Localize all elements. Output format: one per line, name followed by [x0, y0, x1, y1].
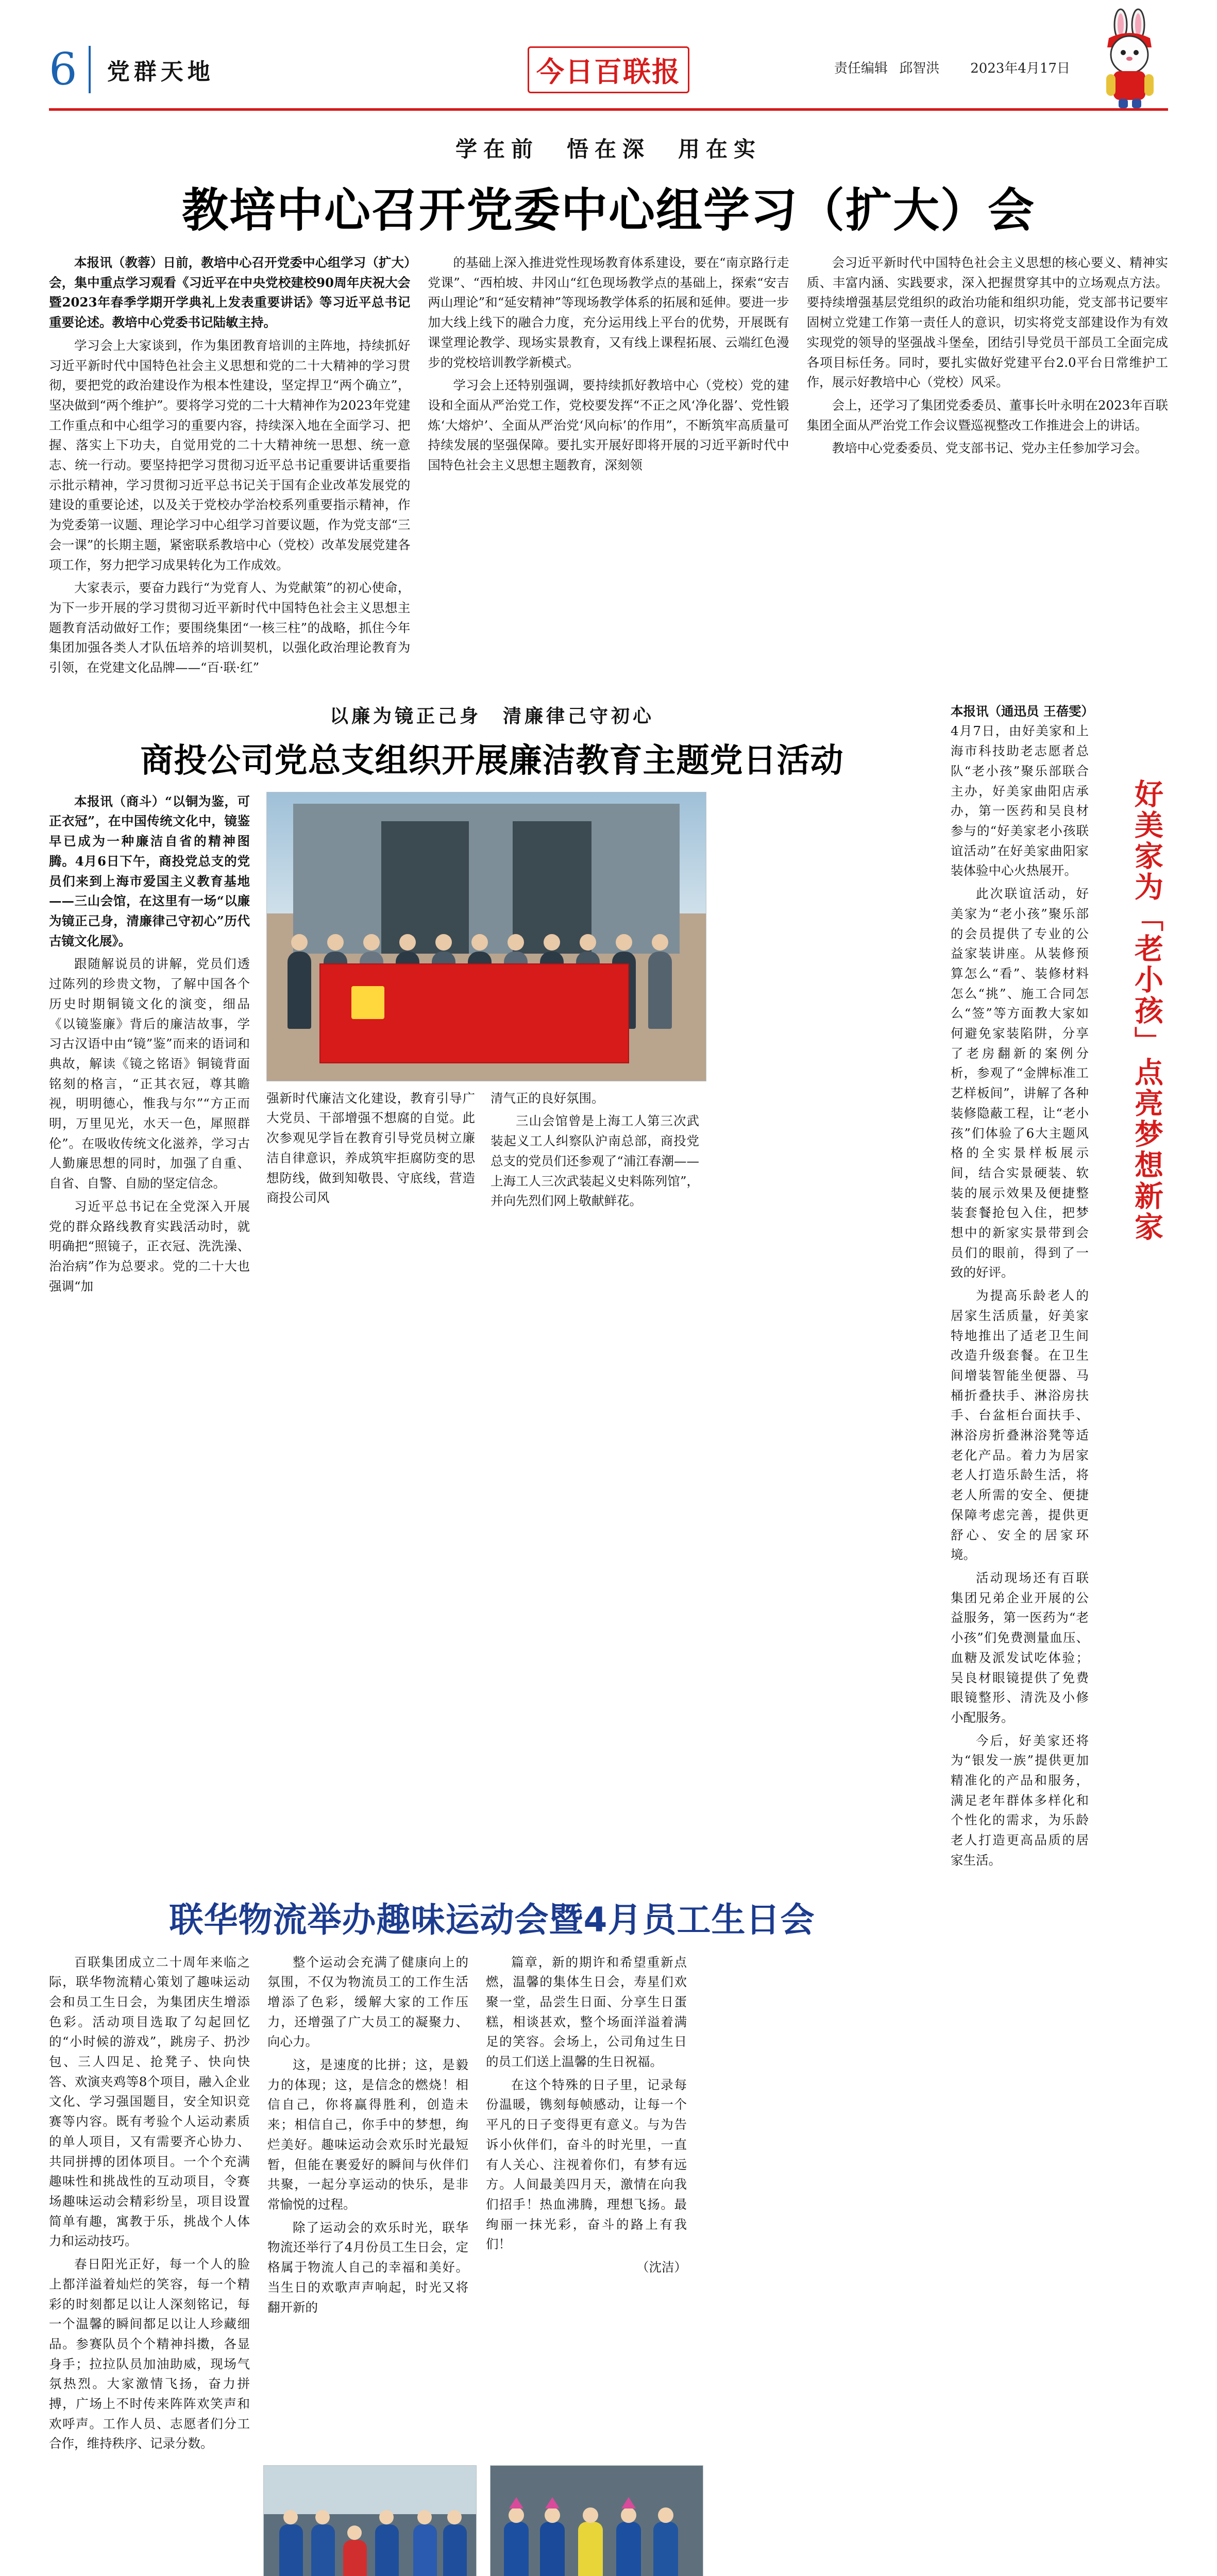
masthead-meta — [834, 58, 1070, 77]
section-name: 党群天地 — [107, 59, 214, 85]
article-3-column-3 — [486, 1953, 687, 2458]
paragraph: 教培中心党委委员、党支部书记、党办主任参加学习会。 — [832, 440, 1148, 456]
rabbit-mascot-icon — [1091, 7, 1168, 110]
article-2-column-1 — [49, 792, 250, 1300]
editor-name: 邱智洪 — [899, 61, 940, 76]
birthday-party-photo — [490, 2465, 703, 2576]
paragraph: 春日阳光正好，每一个人的脸上都洋溢着灿烂的笑容，每一个精彩的时刻都足以让人深刻铭记，每一个温馨的瞬间都足以让人珍藏细品。参赛队员个个精神抖擞，各显身手；拉拉队员加油助威，现场气氛热烈。大家激情飞扬，奋力拼搏，广场上不时传来阵阵欢笑声和欢呼声。工作人员、志愿者们分工合作，维持秩序、记录分数。 — [49, 2257, 250, 2451]
article-2-column-3 — [491, 1089, 699, 1214]
article-2 — [49, 702, 935, 1874]
paper-title: 今日百联报 — [528, 46, 689, 93]
paragraph: 此次联谊活动，好美家为“老小孩”聚乐部的会员提供了专业的公益家装讲座。从装修预算怎么“看”、装修材料怎么“挑”、施工合同怎么“签”等方面教大家如何避免家装陷阱，分享了老房翻新的案例分析，参观了“金牌标准工艺样板间”，讲解了各种装修隐蔽工程，让“老小孩”们体验了6大主题风格的全实景样板展示间，结合实景硬装、软装的展示效果及便捷整装套餐抢包入住，把梦想中的新家实景带到会员们的眼前，得到了一致的好评。 — [951, 886, 1089, 1280]
masthead — [49, 31, 1168, 111]
paragraph: 跟随解说员的讲解，党员们透过陈列的珍贵文物，了解中国各个历史时期铜镜文化的演变，细品《以镜鉴廉》背后的廉洁故事，学习古汉语中由“镜”鉴”而来的语词和典故，解读《镜之铭语》铜镜背面铭刻的格言，“正其衣冠，尊其瞻视，明明德心，惟我与尔”“方正而明，万里见光，水天一色，犀照群伦”。在吸收传统文化滋养，学习古人勤廉思想的同时，加强了自重、自省、自警、自励的坚定信念。 — [49, 956, 250, 1191]
group-photo-party-flag — [266, 792, 706, 1081]
paragraph: 除了运动会的欢乐时光，联华物流还举行了4月份员工生日会，定格属于物流人自己的幸福和美好。当生日的欢歌声声响起，时光又将翻开新的 — [267, 2219, 468, 2315]
article-1-columns — [49, 253, 1168, 681]
article-2-body — [49, 792, 935, 1300]
article-4 — [951, 702, 1167, 1874]
issue-date: 2023年4月17日 — [970, 61, 1070, 76]
article-2-right-block — [266, 792, 935, 1300]
paragraph: 习近平总书记在全党深入开展党的群众路线教育实践活动时，就明确把“照镜子，正衣冠、洗洗澡、治治病”作为总要求。党的二十大也强调“加 — [49, 1198, 250, 1294]
paragraph: 清气正的良好氛围。 — [491, 1090, 604, 1106]
paragraph: 会上，还学习了集团党委委员、董事长叶永明在2023年百联集团全面从严治党工作会议暨巡视整改工作推进会上的讲话。 — [806, 397, 1168, 433]
paragraph: 强新时代廉洁文化建设，教育引导广大党员、干部增强不想腐的自觉。此次参观见学旨在教育引导党员树立廉洁自律意识，养成筑牢拒腐防变的思想防线，做到知敬畏、守底线，营造商投公司风 — [266, 1090, 475, 1206]
article-3-column-2 — [267, 1953, 468, 2458]
paragraph: 三山会馆曾是上海工人第三次武装起义工人纠察队沪南总部，商投党总支的党员们还参观了“浦江春潮——上海工人三次武装起义史料陈列馆”，并向先烈们网上敬献鲜花。 — [491, 1113, 699, 1209]
paragraph: 活动现场还有百联集团兄弟企业开展的公益服务，第一医药为“老小孩”们免费测量血压、血糖及派发试吃体验；吴良材眼镜提供了免费眼镜整形、清洗及小修小配服务。 — [951, 1570, 1089, 1725]
paragraph: 大家表示，要奋力践行“为党育人、为党献策”的初心使命，为下一步开展的学习贯彻习近平新时代中国特色社会主义思想主题教育活动做好工作；要围绕集团“一核三柱”的战略，抓住今年集团加强各类人才队伍培养的培训契机，以强化政治理论教育为引领，在党建文化品牌——“百·联·红” — [49, 580, 411, 675]
paragraph: 百联集团成立二十周年来临之际，联华物流精心策划了趣味运动会和员工生日会，为集团庆生增添色彩。活动项目选取了勾起回忆的“小时候的游戏”，跳房子、扔沙包、三人四足、抢凳子、快向快答、欢演夹鸡等8个项目，融入企业文化、学习强国题目，安全知识竞赛等内容。既有考验个人运动素质的单人项目，又有需要齐心协力、共同拼搏的团体项目。一个个充满趣味性和挑战性的互动项目，令赛场趣味运动会精彩纷呈，项目设置简单有趣，寓教于乐，挑战个人体力和运动技巧。 — [49, 1954, 250, 2249]
editor-label: 责任编辑 — [834, 61, 888, 76]
article-2-shoulder: 以廉为镜正己身 清廉律己守初心 — [329, 705, 654, 727]
article-2-column-2 — [266, 1089, 475, 1214]
article-4-text — [951, 702, 1094, 1871]
paragraph: 会习近平新时代中国特色社会主义思想的核心要义、精神实质、丰富内涵、实践要求，深入把握贯穿其中的立场观点方法。要持续增强基层党组织的政治功能和组织功能，党支部书记要牢固树立党建工作第一责任人的意识，切实将党支部建设作为有效实现党的领导的坚强战斗堡垒，团结引导党员干部员工全面完成各项目标任务。同时，要扎实做好党建平台2.0平台日常维护工作，展示好教培中心（党校）风采。 — [806, 255, 1168, 390]
article-3-headline: 联华物流举办趣味运动会暨4月员工生日会 — [169, 1900, 815, 1940]
paragraph: 4月7日，由好美家和上海市科技助老志愿者总队“老小孩”聚乐部联合主办，好美家曲阳店承办，第一医药和吴良材参与的“好美家老小孩联谊活动”在好美家曲阳家装体验中心火热展开。 — [951, 723, 1089, 878]
article-3-photos — [49, 2465, 1168, 2576]
article-3-columns — [49, 1953, 935, 2458]
article-3 — [49, 1892, 1168, 2576]
paragraph: 学习会上还特别强调，要持续抓好教培中心（党校）党的建设和全面从严治党工作，党校要发挥“不正之风‘净化器’、党性锻炼‘大熔炉’、全面从严治党‘风向标’的作用”，不断筑牢高质量可持续发展的坚强保障。要扎实开展好即将开展的习近平新时代中国特色社会主义思想主题教育，深刻领 — [428, 378, 789, 473]
article-3-signature: （沈洁） — [636, 2260, 687, 2275]
paragraph: 为提高乐龄老人的居家生活质量，好美家特地推出了适老卫生间改造升级套餐。在卫生间增装智能坐便器、马桶折叠扶手、淋浴房扶手、台盆柜台面扶手、淋浴房折叠淋浴凳等适老化产品。着力为居家老人打造乐龄生活，将老人所需的安全、便捷保障考虑完善，提供更舒心、安全的居家环境。 — [951, 1288, 1089, 1563]
paragraph: 今后，好美家还将为“银发一族”提供更加精准化的产品和服务，满足老年群体多样化和个性化的需求，为乐龄老人打造更高品质的居家生活。 — [951, 1733, 1089, 1868]
article-1-column-3 — [807, 253, 1168, 681]
tug-of-war-photo — [263, 2465, 477, 2576]
article-2-caption-columns — [266, 1089, 935, 1214]
editor-info — [834, 58, 939, 77]
article-4-headline: 好美家为「老小孩」点亮梦想新家 — [1130, 778, 1163, 1243]
paragraph: 本报讯（教蓉）日前，教培中心召开党委中心组学习（扩大）会，集中重点学习观看《习近平在中央党校建校90周年庆祝大会暨2023年春季学期开学典礼上发表重要讲话》等习近平总书记重要论述。教培中心党委书记陆敏主持。 — [49, 255, 411, 330]
article-1-column-2 — [428, 253, 789, 681]
paragraph: 本报讯（商斗）“以铜为鉴，可正衣冠”，在中国传统文化中，镜鉴早已成为一种廉洁自省的精神图腾。4月6日下午，商投党总支的党员们来到上海市爱国主义教育基地——三山会馆，在这里有一场“以廉为镜正己身，清廉律己守初心”历代古镜文化展》。 — [49, 793, 250, 948]
paragraph: 的基础上深入推进党性现场教育体系建设，要在“南京路行走党课”、“西柏坡、井冈山“红色现场教学点的基础上，探索“安吉两山理论”和“延安精神”等现场教学体系的拓展和延伸。要进一步加大线上线下的融合力度，充分运用线上平台的优势，开展既有课堂理论教学、现场实景教育，又有线上课程拓展、云端红色漫步的党校培训教学新模式。 — [428, 255, 789, 370]
article-3-column-1 — [49, 1953, 250, 2458]
article-1-shoulder: 学在前 悟在深 用在实 — [455, 137, 762, 162]
paragraph: 篇章，新的期许和希望重新点燃，温馨的集体生日会，寿星们欢聚一堂，品尝生日面、分享生日蛋糕，相谈甚欢，整个场面洋溢着满足的笑容。会场上，公司角过生日的员工们送上温馨的生日祝福。 — [486, 1954, 687, 2070]
article-4-byline: 本报讯（通迅员 王蓓雯） — [951, 703, 1094, 719]
paragraph: 整个运动会充满了健康向上的氛围，不仅为物流员工的工作生活增添了色彩，缓解大家的工作压力，还增强了广大员工的凝聚力、向心力。 — [267, 1954, 468, 2049]
article-1-column-1 — [49, 253, 410, 681]
paragraph: 这，是速度的比拼；这，是毅力的体现；这，是信念的燃烧！相信自己，你将赢得胜利，创造未来；相信自己，你手中的梦想，绚烂美好。趣味运动会欢乐时光最短暂，但能在裹爱好的瞬间与伙伴们共聚，一起分享运动的快乐，是非常愉悦的过程。 — [267, 2057, 468, 2212]
article-1-headline: 教培中心召开党委中心组学习（扩大）会 — [182, 183, 1035, 238]
paragraph: 学习会上大家谈到，作为集团教育培训的主阵地，持续抓好习近平新时代中国特色社会主义思想和党的二十大精神的学习贯彻，要把党的政治建设作为根本性建设，坚定捍卫“两个确立”，坚决做到“两个维护”。要将学习党的二十大精神作为2023年党建工作重点和中心组学习的重要内容，持续深入地在全面学习、把握、落实上下功夫，自觉用党的二十大精神统一思想、统一意志、统一行动。要坚持把学习贯彻习近平总书记重要讲话重要指示批示精神，学习贯彻习近平总书记关于国有企业改革发展党的建设的重要论述，以及关于党校办学治校系列重要指示精神，作为党委第一议题、理论学习中心组学习首要议题，作为党支部“三会一课”的长期主题，紧密联系教培中心（党校）改革发展党建各项工作，努力把学习成果转化为工作成效。 — [49, 337, 411, 572]
page-number: 6 — [49, 46, 91, 93]
section-2 — [49, 702, 1168, 1874]
article-1 — [49, 132, 1168, 681]
paragraph: 在这个特殊的日子里，记录每份温暖，镌刻每帧感动，让每一个平凡的日子变得更有意义。与为告诉小伙伴们，奋斗的时光里，一直有人关心、注视着你们，有梦有远方。人间最美四月天，激情在向我们招手！热血沸腾，理想飞扬。最绚丽一抹光彩，奋斗的路上有我们！ — [486, 2077, 687, 2252]
article-2-headline: 商投公司党总支组织开展廉洁教育主题党日活动 — [140, 741, 844, 780]
